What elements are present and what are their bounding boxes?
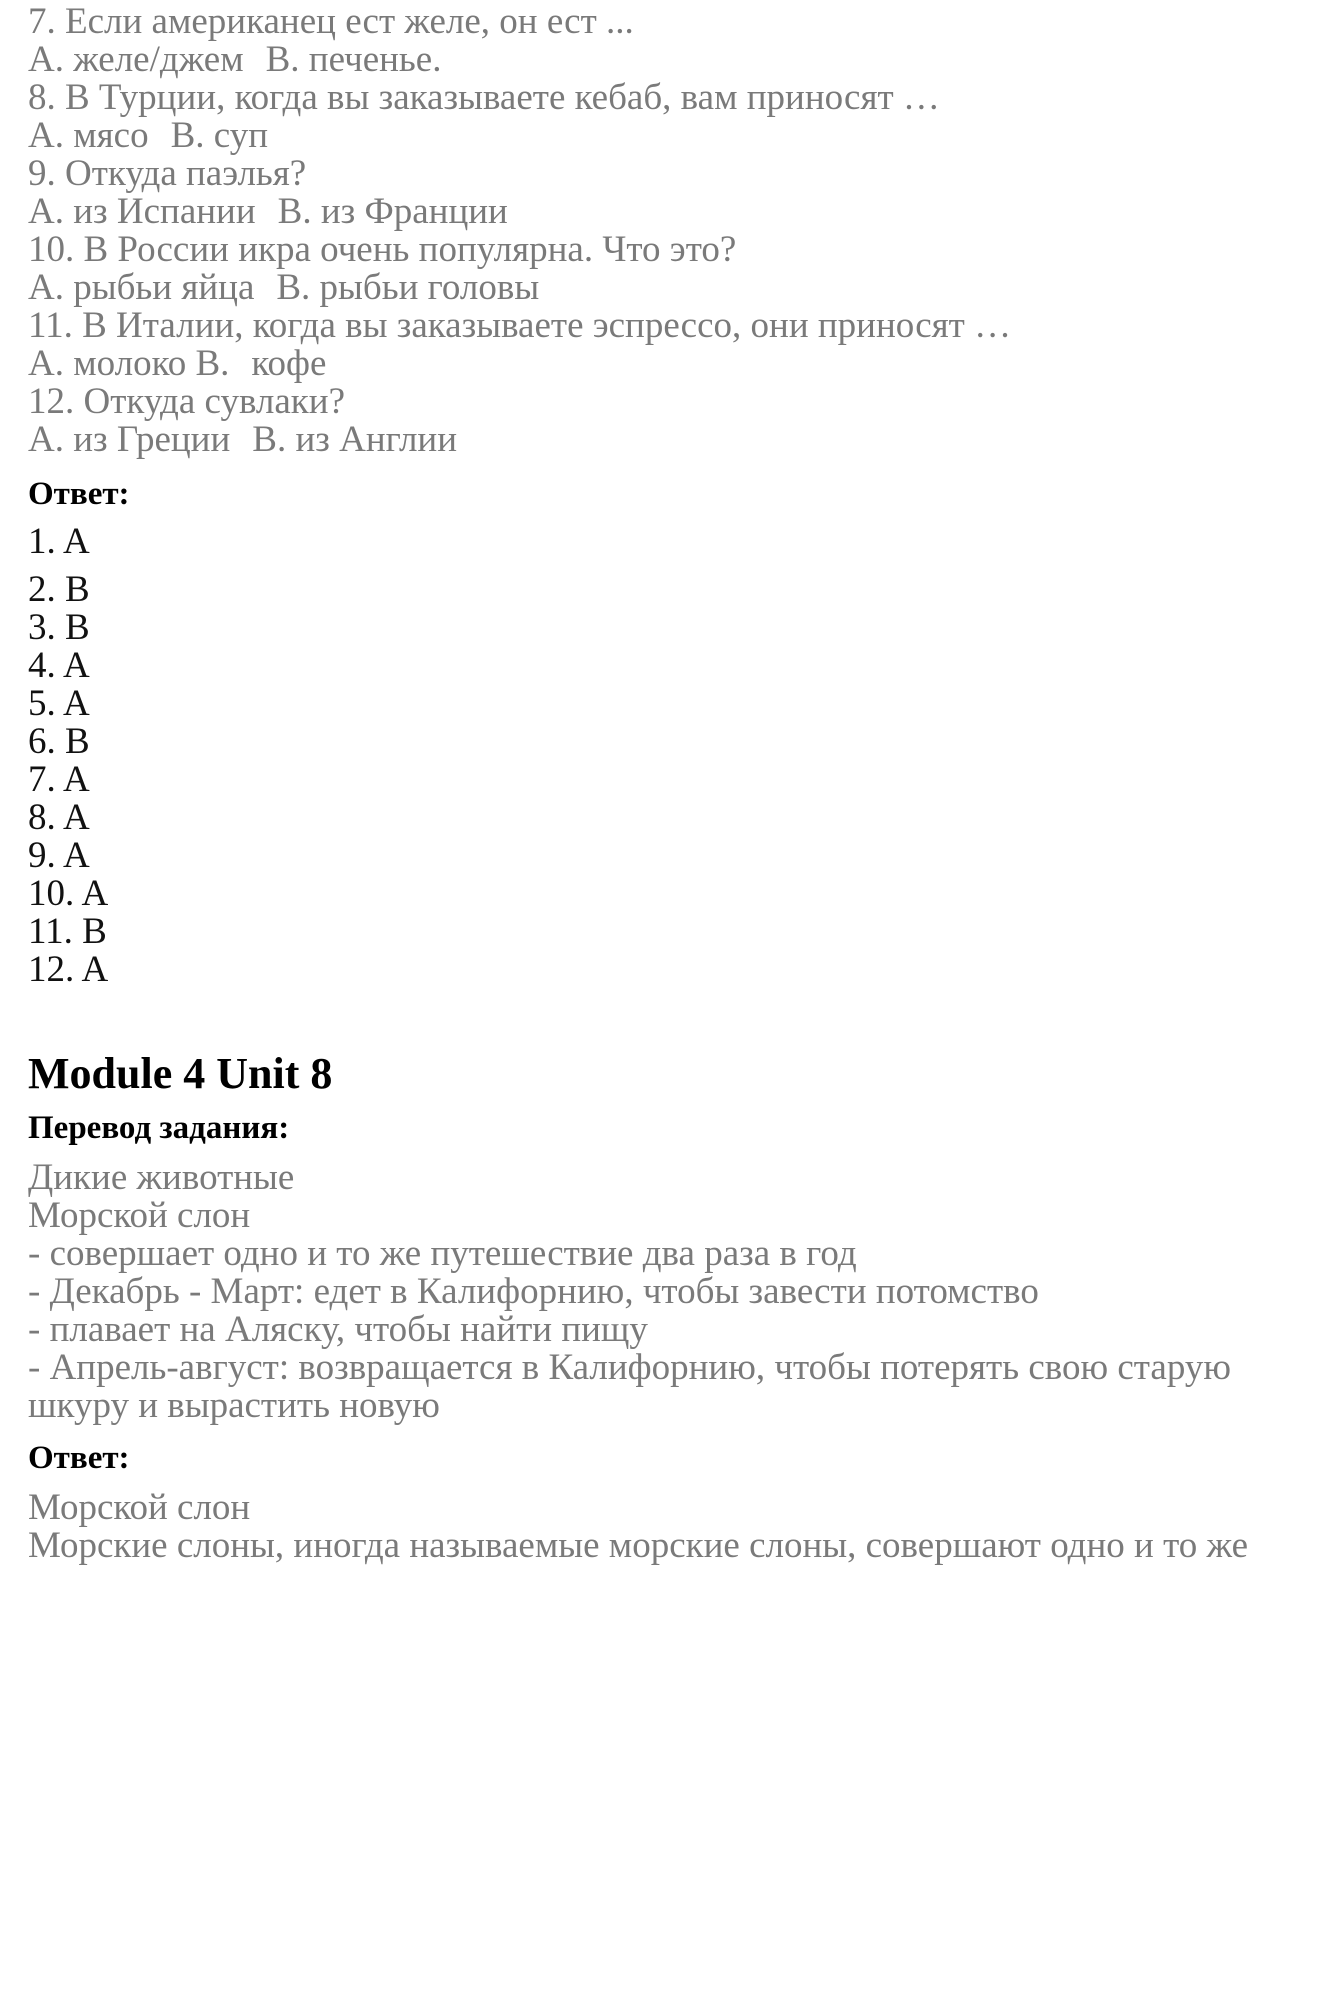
quiz-options-12 bbox=[28, 418, 457, 462]
answer-item: 9. A bbox=[28, 835, 90, 876]
quiz-question-10: 10. В России икра очень популярна. Что это? bbox=[28, 229, 737, 270]
option-b: B. из Франции bbox=[277, 191, 508, 232]
answer-item: 10. A bbox=[28, 873, 109, 914]
option-b: кофе bbox=[251, 343, 327, 384]
option-a: A. из Испании bbox=[28, 191, 256, 232]
answer-item: 5. A bbox=[28, 683, 90, 724]
translation-line: - Апрель-август: возвращается в Калифорнию, чтобы потерять свою старую bbox=[28, 1347, 1231, 1388]
quiz-question-12: 12. Откуда сувлаки? bbox=[28, 381, 346, 422]
translation-line: - совершает одно и то же путешествие два раза в год bbox=[28, 1233, 857, 1274]
quiz-question-7: 7. Если американец ест желе, он ест ... bbox=[28, 1, 634, 42]
answer-item: 6. B bbox=[28, 721, 90, 762]
option-b: B. суп bbox=[170, 115, 268, 156]
answer-item: 12. A bbox=[28, 949, 109, 990]
option-a: A. из Греции bbox=[28, 419, 231, 460]
option-a: A. рыбьи яйца bbox=[28, 267, 255, 308]
answer-item: 4. A bbox=[28, 645, 90, 686]
option-b: B. печенье. bbox=[265, 39, 442, 80]
answer-text-line: Морские слоны, иногда называемые морские слоны, совершают одно и то же bbox=[28, 1525, 1249, 1566]
translation-line: - Декабрь - Март: едет в Калифорнию, чтобы завести потомство bbox=[28, 1271, 1039, 1312]
translation-line: Морской слон bbox=[28, 1195, 251, 1236]
answer-item: 7. A bbox=[28, 759, 90, 800]
option-a: A. мясо bbox=[28, 115, 149, 156]
translation-line: шкуру и вырастить новую bbox=[28, 1385, 440, 1426]
answer-item: 3. B bbox=[28, 607, 90, 648]
answer-text-line: Морской слон bbox=[28, 1487, 251, 1528]
option-b: B. рыбьи головы bbox=[276, 267, 540, 308]
translation-line: Дикие животные bbox=[28, 1157, 295, 1198]
quiz-question-8: 8. В Турции, когда вы заказываете кебаб, вам приносят … bbox=[28, 77, 940, 118]
quiz-question-9: 9. Откуда паэлья? bbox=[28, 153, 307, 194]
answer-label: Ответ: bbox=[28, 476, 130, 512]
answer-item: 2. B bbox=[28, 569, 90, 610]
answer-item: 11. B bbox=[28, 911, 107, 952]
option-a: A. желе/джем bbox=[28, 39, 244, 80]
quiz-question-11: 11. В Италии, когда вы заказываете эспрессо, они приносят … bbox=[28, 305, 1012, 346]
answer-label-2: Ответ: bbox=[28, 1440, 130, 1476]
translation-label: Перевод задания: bbox=[28, 1110, 290, 1146]
option-b: B. из Англии bbox=[252, 419, 458, 460]
translation-line: - плавает на Аляску, чтобы найти пищу bbox=[28, 1309, 648, 1350]
module-heading: Module 4 Unit 8 bbox=[28, 1049, 333, 1098]
answer-item: 8. A bbox=[28, 797, 90, 838]
option-a: A. молоко B. bbox=[28, 343, 230, 384]
answer-item: 1. A bbox=[28, 521, 90, 562]
